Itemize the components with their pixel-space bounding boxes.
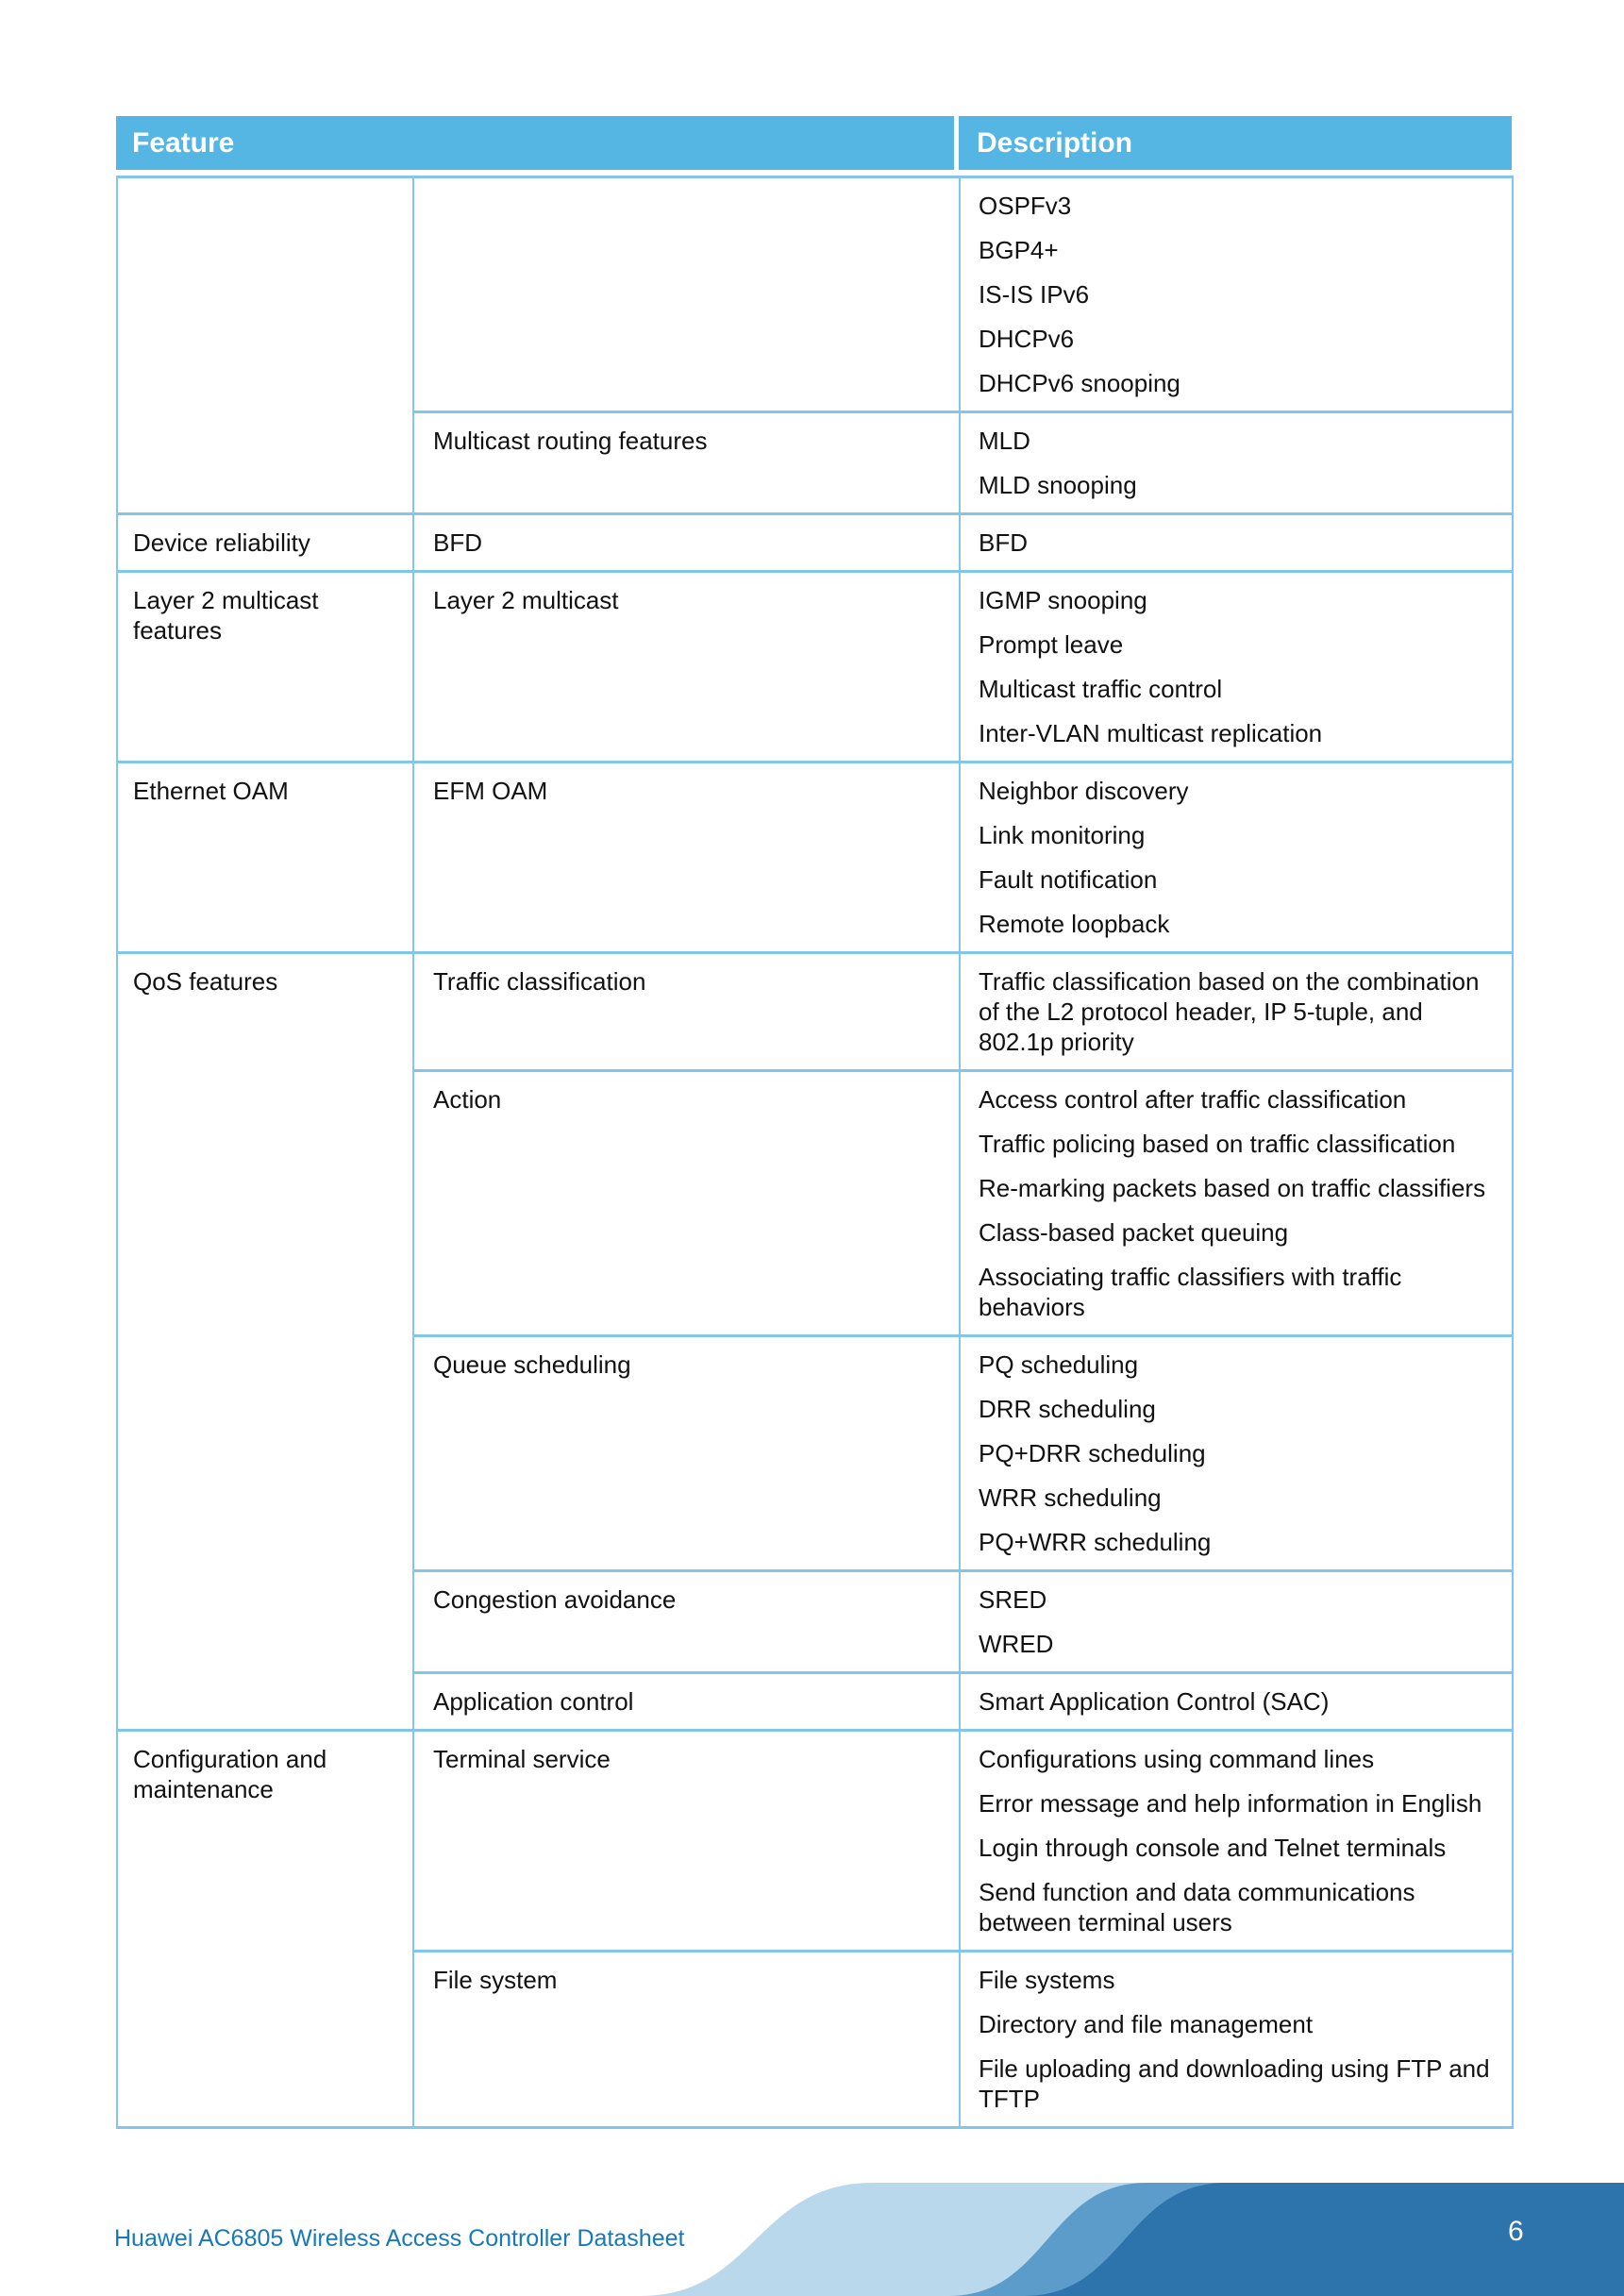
description-item: Link monitoring (979, 821, 1146, 849)
table-row (117, 953, 1513, 1071)
description-item: Send function and data communications between terminal users (979, 1878, 1415, 1936)
feature-cell: Queue scheduling (413, 1336, 960, 1571)
description-item: IGMP snooping (979, 586, 1147, 614)
feature-table (116, 116, 1512, 2129)
description-item: Inter-VLAN multicast replication (979, 719, 1323, 747)
feature-cell: EFM OAM (413, 763, 960, 953)
description-cell (960, 514, 1513, 572)
feature-table-body (116, 176, 1514, 2129)
header-feature-cell (116, 116, 954, 170)
category-cell: QoS features (117, 953, 413, 1731)
feature-cell: Traffic classification (413, 953, 960, 1071)
header-feature-label: Feature (132, 126, 235, 159)
description-cell (960, 1571, 1513, 1673)
feature-cell: BFD (413, 514, 960, 572)
feature-cell: Layer 2 multicast (413, 572, 960, 763)
table-row (117, 1731, 1513, 1952)
description-cell (960, 412, 1513, 514)
header-description-label: Description (977, 126, 1133, 159)
description-item: PQ+DRR scheduling (979, 1439, 1206, 1467)
description-item: DHCPv6 snooping (979, 369, 1180, 397)
description-item: Traffic policing based on traffic classification (979, 1130, 1456, 1158)
description-item: BGP4+ (979, 236, 1059, 264)
page-number: 6 (1508, 2216, 1524, 2247)
description-cell (960, 763, 1513, 953)
feature-cell: Application control (413, 1673, 960, 1731)
description-cell (960, 1952, 1513, 2128)
header-description-cell (959, 116, 1512, 170)
description-item: Class-based packet queuing (979, 1218, 1289, 1247)
description-item: DRR scheduling (979, 1395, 1156, 1423)
description-item: Directory and file management (979, 2010, 1314, 2038)
description-item: Smart Application Control (SAC) (979, 1687, 1330, 1716)
description-item: DHCPv6 (979, 325, 1075, 353)
category-cell: Ethernet OAM (117, 763, 413, 953)
feature-cell: Congestion avoidance (413, 1571, 960, 1673)
description-item: Neighbor discovery (979, 777, 1189, 805)
feature-cell (413, 177, 960, 412)
description-cell (960, 1731, 1513, 1952)
description-item: Configurations using command lines (979, 1745, 1375, 1773)
category-cell (117, 177, 413, 514)
description-item: WRED (979, 1630, 1054, 1658)
description-cell (960, 953, 1513, 1071)
feature-cell: Action (413, 1071, 960, 1336)
description-item: WRR scheduling (979, 1483, 1162, 1512)
footer-wave (0, 2145, 1624, 2296)
category-cell: Configuration and maintenance (117, 1731, 413, 2128)
description-item: Re-marking packets based on traffic classifiers (979, 1174, 1486, 1202)
description-item: Error message and help information in English (979, 1789, 1482, 1818)
footer-title: Huawei AC6805 Wireless Access Controller Datasheet (114, 2225, 685, 2252)
description-item: BFD (979, 528, 1028, 557)
description-item: OSPFv3 (979, 192, 1072, 220)
description-cell (960, 1673, 1513, 1731)
description-item: Fault notification (979, 865, 1158, 894)
table-row (117, 763, 1513, 953)
description-item: IS-IS IPv6 (979, 280, 1090, 309)
table-row (117, 514, 1513, 572)
description-item: MLD (979, 427, 1030, 455)
description-item: SRED (979, 1585, 1047, 1614)
table-header-row (116, 116, 1512, 170)
description-item: Login through console and Telnet terminals (979, 1834, 1447, 1862)
description-cell (960, 572, 1513, 763)
description-cell (960, 1336, 1513, 1571)
description-item: Remote loopback (979, 910, 1170, 938)
description-item: PQ+WRR scheduling (979, 1528, 1212, 1556)
description-item: File uploading and downloading using FTP and TFTP (979, 2054, 1490, 2113)
description-item: MLD snooping (979, 471, 1137, 499)
category-cell: Device reliability (117, 514, 413, 572)
table-row (117, 572, 1513, 763)
category-cell: Layer 2 multicast features (117, 572, 413, 763)
description-item: PQ scheduling (979, 1350, 1139, 1379)
description-item: Access control after traffic classification (979, 1085, 1407, 1114)
table-row (117, 177, 1513, 412)
feature-cell: File system (413, 1952, 960, 2128)
description-item: Associating traffic classifiers with traffic behaviors (979, 1263, 1402, 1321)
feature-cell: Terminal service (413, 1731, 960, 1952)
description-item: File systems (979, 1966, 1115, 1994)
description-item: Prompt leave (979, 630, 1124, 659)
feature-cell: Multicast routing features (413, 412, 960, 514)
description-item: Traffic classification based on the combination of the L2 protocol header, IP 5-tuple, and 802.1p priority (979, 967, 1480, 1056)
description-item: Multicast traffic control (979, 675, 1223, 703)
description-cell (960, 1071, 1513, 1336)
description-cell (960, 177, 1513, 412)
